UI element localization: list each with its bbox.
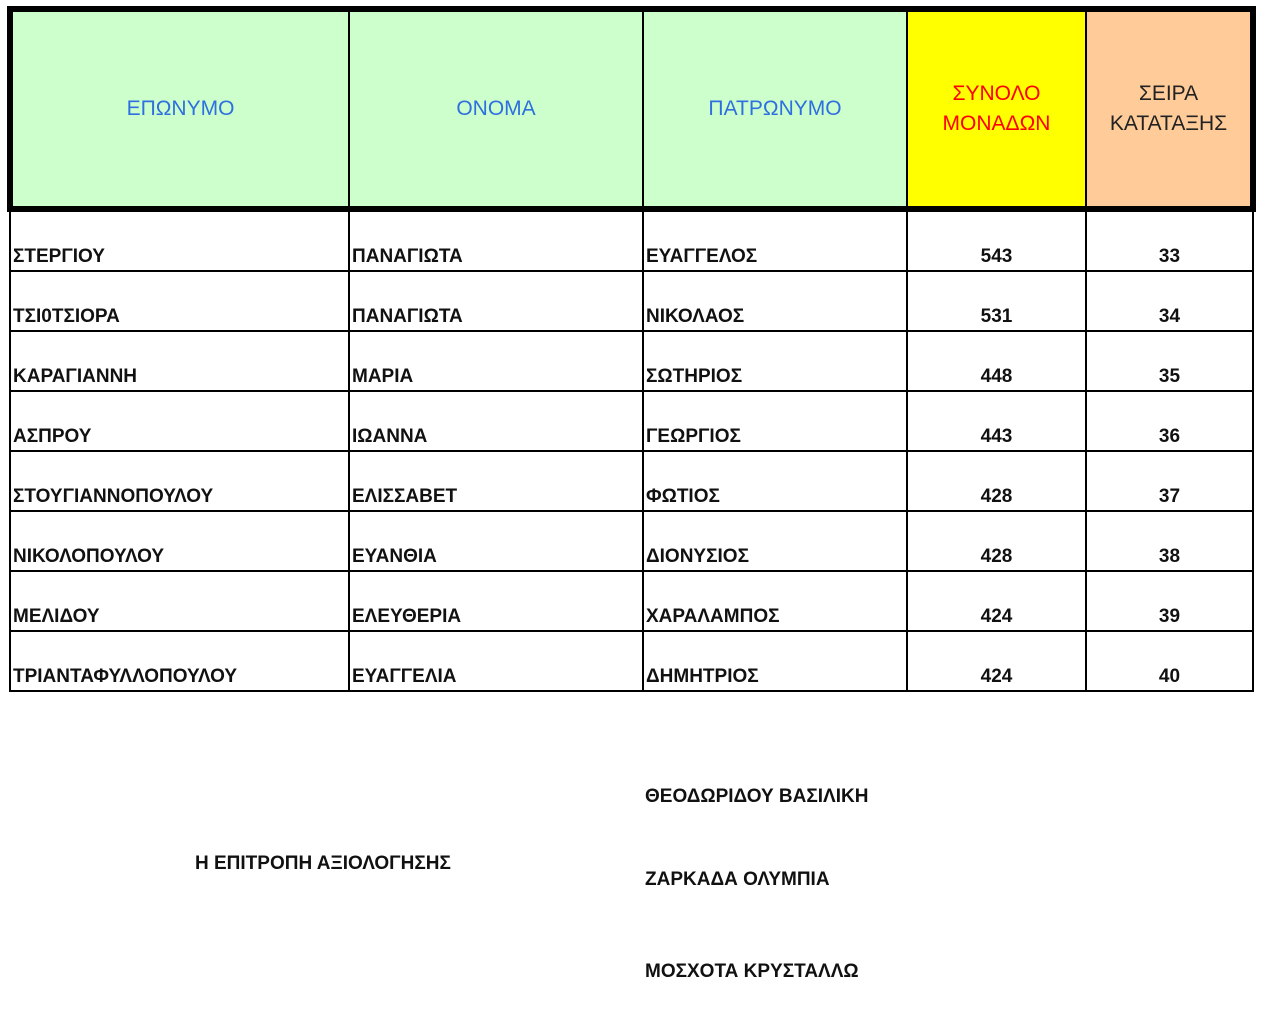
header-rank-line1: ΣΕΙΡΑ: [1138, 82, 1199, 105]
cell-fathers-name: ΕΥΑΓΓΕΛΟΣ: [643, 209, 907, 271]
cell-rank: 38: [1086, 511, 1253, 571]
table-body: [10, 209, 1253, 691]
header-rank-line2: ΚΑΤΑΤΑΞΗΣ: [1109, 112, 1228, 135]
cell-fathers-name: ΔΙΟΝΥΣΙΟΣ: [643, 511, 907, 571]
table-row: [10, 331, 1253, 391]
cell-rank: 36: [1086, 391, 1253, 451]
cell-first-name: ΕΛΙΣΣΑΒΕΤ: [349, 451, 643, 511]
table-row: [10, 271, 1253, 331]
committee-label: Η ΕΠΙΤΡΟΠΗ ΑΞΙΟΛΟΓΗΣΗΣ: [195, 853, 451, 874]
header-row: [10, 9, 1253, 209]
cell-rank: 39: [1086, 571, 1253, 631]
cell-first-name: ΕΛΕΥΘΕΡΙΑ: [349, 571, 643, 631]
table-row: [10, 571, 1253, 631]
cell-fathers-name: ΦΩΤΙΟΣ: [643, 451, 907, 511]
cell-fathers-name: ΣΩΤΗΡΙΟΣ: [643, 331, 907, 391]
cell-total: 428: [907, 511, 1086, 571]
ranking-table: [7, 6, 1256, 692]
cell-surname: ΑΣΠΡΟΥ: [10, 391, 349, 451]
cell-surname: ΤΣΙ0ΤΣΙΟΡΑ: [10, 271, 349, 331]
header-total-line2: ΜΟΝΑΔΩΝ: [942, 112, 1051, 135]
cell-fathers-name: ΓΕΩΡΓΙΟΣ: [643, 391, 907, 451]
cell-first-name: ΠΑΝΑΓΙΩΤΑ: [349, 271, 643, 331]
header-total-line1: ΣΥΝΟΛΟ: [952, 82, 1041, 105]
cell-first-name: ΠΑΝΑΓΙΩΤΑ: [349, 209, 643, 271]
cell-total: 448: [907, 331, 1086, 391]
header-fathers-name: ΠΑΤΡΩΝΥΜΟ: [643, 9, 907, 209]
committee-member: ΘΕΟΔΩΡΙΔΟΥ ΒΑΣΙΛΙΚΗ: [645, 786, 869, 807]
cell-total: 428: [907, 451, 1086, 511]
cell-total: 424: [907, 631, 1086, 691]
committee-member: ΜΟΣΧΟΤΑ ΚΡΥΣΤΑΛΛΩ: [645, 961, 859, 982]
cell-fathers-name: ΝΙΚΟΛΑΟΣ: [643, 271, 907, 331]
cell-first-name: ΙΩΑΝΝΑ: [349, 391, 643, 451]
header-rank: [1086, 9, 1253, 209]
cell-rank: 33: [1086, 209, 1253, 271]
cell-total: 543: [907, 209, 1086, 271]
cell-surname: ΜΕΛΙΔΟΥ: [10, 571, 349, 631]
cell-total: 531: [907, 271, 1086, 331]
cell-surname: ΣΤΕΡΓΙΟΥ: [10, 209, 349, 271]
table-row: [10, 631, 1253, 691]
cell-surname: ΝΙΚΟΛΟΠΟΥΛΟΥ: [10, 511, 349, 571]
cell-surname: ΚΑΡΑΓΙΑΝΝΗ: [10, 331, 349, 391]
cell-rank: 34: [1086, 271, 1253, 331]
cell-rank: 37: [1086, 451, 1253, 511]
table-row: [10, 511, 1253, 571]
table-row: [10, 209, 1253, 271]
cell-rank: 35: [1086, 331, 1253, 391]
header-total-points: [907, 9, 1086, 209]
cell-first-name: ΜΑΡΙΑ: [349, 331, 643, 391]
cell-rank: 40: [1086, 631, 1253, 691]
table-header: [10, 9, 1253, 209]
cell-surname: ΣΤΟΥΓΙΑΝΝΟΠΟΥΛΟΥ: [10, 451, 349, 511]
cell-fathers-name: ΧΑΡΑΛΑΜΠΟΣ: [643, 571, 907, 631]
cell-total: 443: [907, 391, 1086, 451]
committee-member: ΖΑΡΚΑΔΑ ΟΛΥΜΠΙΑ: [645, 869, 830, 890]
cell-surname: ΤΡΙΑΝΤΑΦΥΛΛΟΠΟΥΛΟΥ: [10, 631, 349, 691]
table-row: [10, 451, 1253, 511]
header-first-name: ΟΝΟΜΑ: [349, 9, 643, 209]
cell-first-name: ΕΥΑΓΓΕΛΙΑ: [349, 631, 643, 691]
table-row: [10, 391, 1253, 451]
cell-first-name: ΕΥΑΝΘΙΑ: [349, 511, 643, 571]
cell-fathers-name: ΔΗΜΗΤΡΙΟΣ: [643, 631, 907, 691]
header-surname: ΕΠΩΝΥΜΟ: [10, 9, 349, 209]
cell-total: 424: [907, 571, 1086, 631]
